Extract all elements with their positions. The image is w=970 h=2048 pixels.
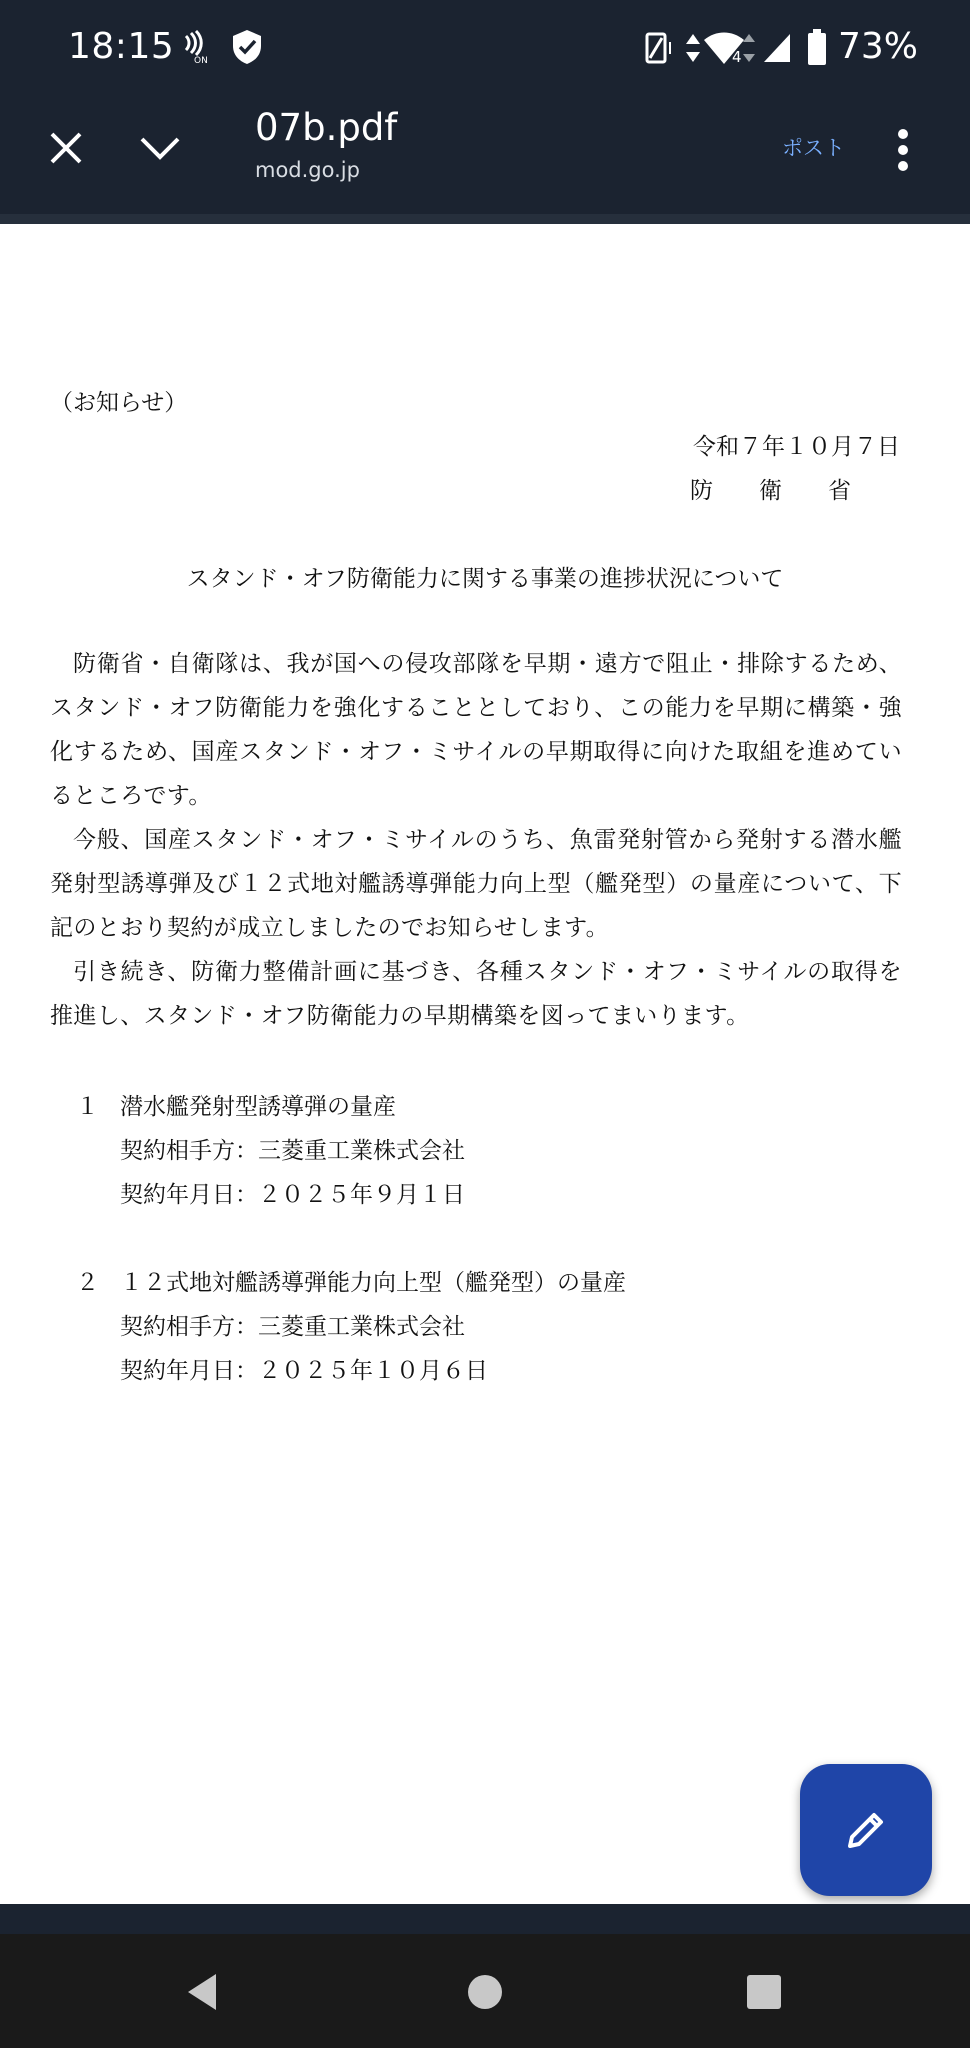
item-contractor-row <box>120 1132 465 1165</box>
battery-icon <box>806 28 828 70</box>
contractor-label: 契約相手方： <box>120 1314 258 1340</box>
file-name: 07b.pdf <box>255 106 398 149</box>
contract-date-label: 契約年月日： <box>120 1358 258 1384</box>
battery-percent: 73% <box>838 26 919 67</box>
item-title: １２式地対艦誘導弾能力向上型（艦発型）の量産 <box>120 1270 626 1296</box>
document-issuer: 防 衛 省 <box>690 478 851 504</box>
contract-date-value: ２０２５年１０月６日 <box>258 1358 488 1384</box>
system-nav-bar <box>0 1934 970 2048</box>
more-options-button[interactable] <box>878 120 928 180</box>
document-title: スタンド・オフ防衛能力に関する事業の進捗状況について <box>186 566 784 592</box>
back-triangle-icon <box>182 1970 222 2014</box>
paragraph-3: 引き続き、防衛力整備計画に基づき、各種スタンド・オフ・ミサイルの取得を推進し、スタンド・オフ防衛能力の早期構築を図ってまいります。 <box>50 959 902 1029</box>
paragraph-1: 防衛省・自衛隊は、我が国への侵攻部隊を早期・遠方で阻止・排除するため、スタンド・オフ防衛能力を強化することとしており、この能力を早期に構築・強化するため、国産スタンド・オフ・ミサイルの早期取得に向けた取組を進めているところです。 <box>50 651 902 809</box>
notice-label: （お知らせ） <box>50 390 188 416</box>
home-circle-icon <box>465 1972 505 2012</box>
contractor-value: 三菱重工業株式会社 <box>258 1138 465 1164</box>
recents-square-icon <box>744 1972 784 2012</box>
paragraph-2: 今般、国産スタンド・オフ・ミサイルのうち、魚雷発射管から発射する潜水艦発射型誘導弾及び１２式地対艦誘導弾能力向上型（艦発型）の量産について、下記のとおり契約が成立しましたのでお知らせします。 <box>50 827 902 941</box>
collapse-button[interactable] <box>132 120 188 176</box>
item-contractor-row <box>120 1308 465 1341</box>
item-number: ２ <box>76 1270 99 1296</box>
nav-recents-button[interactable] <box>726 1954 802 2030</box>
chevron-down-icon <box>138 133 182 163</box>
more-vert-icon <box>897 128 909 172</box>
item-title: 潜水艦発射型誘導弾の量産 <box>120 1094 396 1120</box>
shield-check-icon <box>230 28 264 70</box>
item-date-row <box>120 1352 488 1385</box>
document-date: 令和７年１０月７日 <box>693 434 900 460</box>
nfc-badge-text: ON <box>194 56 208 64</box>
pdf-page[interactable] <box>0 224 970 1904</box>
data-arrows-icon <box>684 32 702 68</box>
pencil-icon <box>842 1806 890 1854</box>
contractor-label: 契約相手方： <box>120 1138 258 1164</box>
status-time: 18:15 <box>68 26 175 67</box>
item-number: １ <box>76 1094 99 1120</box>
wifi-icon <box>702 30 760 70</box>
app-bar <box>0 96 970 214</box>
signal-icon <box>762 32 792 68</box>
item-date-row <box>120 1176 465 1209</box>
nfc-on-icon <box>180 30 214 68</box>
contract-date-label: 契約年月日： <box>120 1182 258 1208</box>
nav-back-button[interactable] <box>164 1954 240 2030</box>
vibrate-icon <box>644 32 674 68</box>
contractor-value: 三菱重工業株式会社 <box>258 1314 465 1340</box>
contract-date-value: ２０２５年９月１日 <box>258 1182 465 1208</box>
close-button[interactable] <box>38 120 94 176</box>
app-bar-divider <box>0 214 970 224</box>
close-icon <box>48 130 84 166</box>
post-button[interactable]: ポスト <box>782 136 845 160</box>
nav-home-button[interactable] <box>447 1954 523 2030</box>
status-bar <box>0 0 970 96</box>
edit-fab-button[interactable] <box>800 1764 932 1896</box>
wifi-badge-text: 4 <box>732 48 742 66</box>
source-domain: mod.go.jp <box>255 158 360 182</box>
page-bottom-gap <box>0 1904 970 1934</box>
